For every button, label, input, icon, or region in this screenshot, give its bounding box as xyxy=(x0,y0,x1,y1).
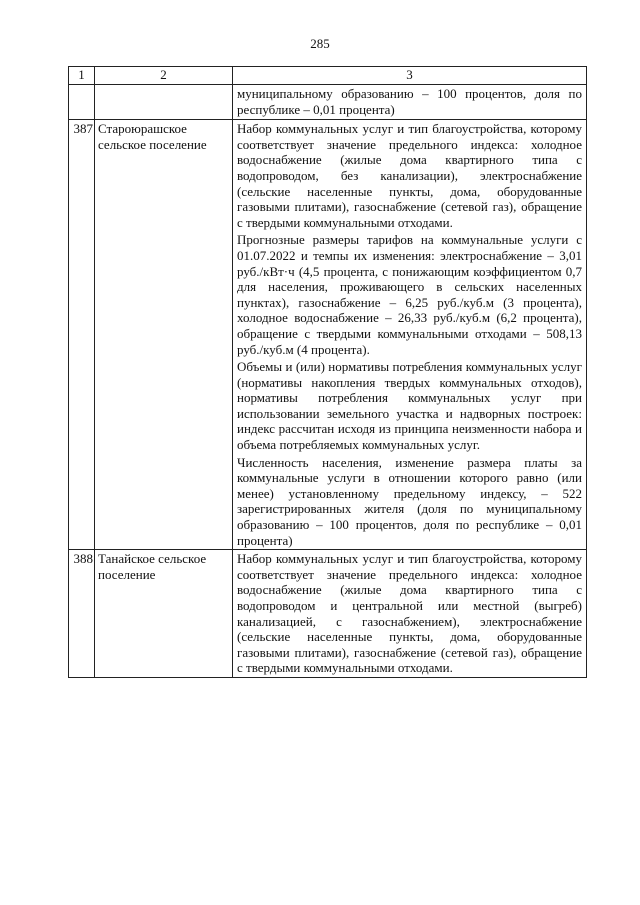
tariff-table xyxy=(68,66,587,678)
cell-description xyxy=(233,120,587,550)
cell-description xyxy=(233,85,587,120)
paragraph: Набор коммунальных услуг и тип благоустройства, которому соответствует значение предельного индекса: холодное водоснабжение (жилые дома квартирного типа с водопроводом и центральной или местной (выгреб) канализацией, с газоснабжением), электроснабжение (сельские населенные пункты, дома, оборудованные газовыми плитами), газоснабжение (сетевой газ), обращение с твердыми коммунальными отходами. xyxy=(237,551,582,676)
municipality-name: Староюрашское сельское поселение xyxy=(95,120,233,550)
header-col-3: 3 xyxy=(233,67,587,85)
paragraph: Набор коммунальных услуг и тип благоустройства, которому соответствует значение предельного индекса: холодное водоснабжение (жилые дома квартирного типа с водопроводом, без канализации), электроснабжение (сельские населенные пункты, дома, оборудованные газовыми плитами), газоснабжение (сетевой газ), обращение с твердыми коммунальными отходами. xyxy=(237,121,582,230)
cell-name xyxy=(95,85,233,120)
table-row-continuation xyxy=(69,85,587,120)
table-row xyxy=(69,120,587,550)
cell-description xyxy=(233,550,587,678)
page-number: 285 xyxy=(310,36,330,51)
municipality-name: Танайское сельское поселение xyxy=(95,550,233,678)
header-col-2: 2 xyxy=(95,67,233,85)
cell-num xyxy=(69,85,95,120)
table-header-row xyxy=(69,67,587,85)
continuation-text: муниципальному образованию – 100 процентов, доля по республике – 0,01 процента) xyxy=(237,86,582,117)
row-number: 387 xyxy=(69,120,95,550)
header-col-1: 1 xyxy=(69,67,95,85)
row-number: 388 xyxy=(69,550,95,678)
paragraph: Численность населения, изменение размера платы за коммунальные услуги в отношении которого равно (или менее) установленному предельному индексу, – 522 зарегистрированных жителя (доля по муниципальному образованию – 100 процентов, доля по республике – 0,01 процента) xyxy=(237,454,582,548)
paragraph: Объемы и (или) нормативы потребления коммунальных услуг (нормативы накопления твердых коммунальных отходов), нормативы потребления коммунальных услуг при использовании земельного участка и надворных построек: индекс рассчитан исходя из принципа неизменности набора и объема потребляемых коммунальных услуг. xyxy=(237,359,582,453)
paragraph: Прогнозные размеры тарифов на коммунальные услуги с 01.07.2022 и темпы их изменения: электроснабжение – 3,01 руб./кВт·ч (4,5 процента, с понижающим коэффициентом 0,7 для населения, проживающего в сельских населенных пунктах), газоснабжение – 6,25 руб./куб.м (3 процента), холодное водоснабжение – 26,33 руб./куб.м (6,2 процента), обращение с твердыми коммунальными отходами – 508,13 руб./куб.м (4 процента). xyxy=(237,232,582,357)
table-row xyxy=(69,550,587,678)
